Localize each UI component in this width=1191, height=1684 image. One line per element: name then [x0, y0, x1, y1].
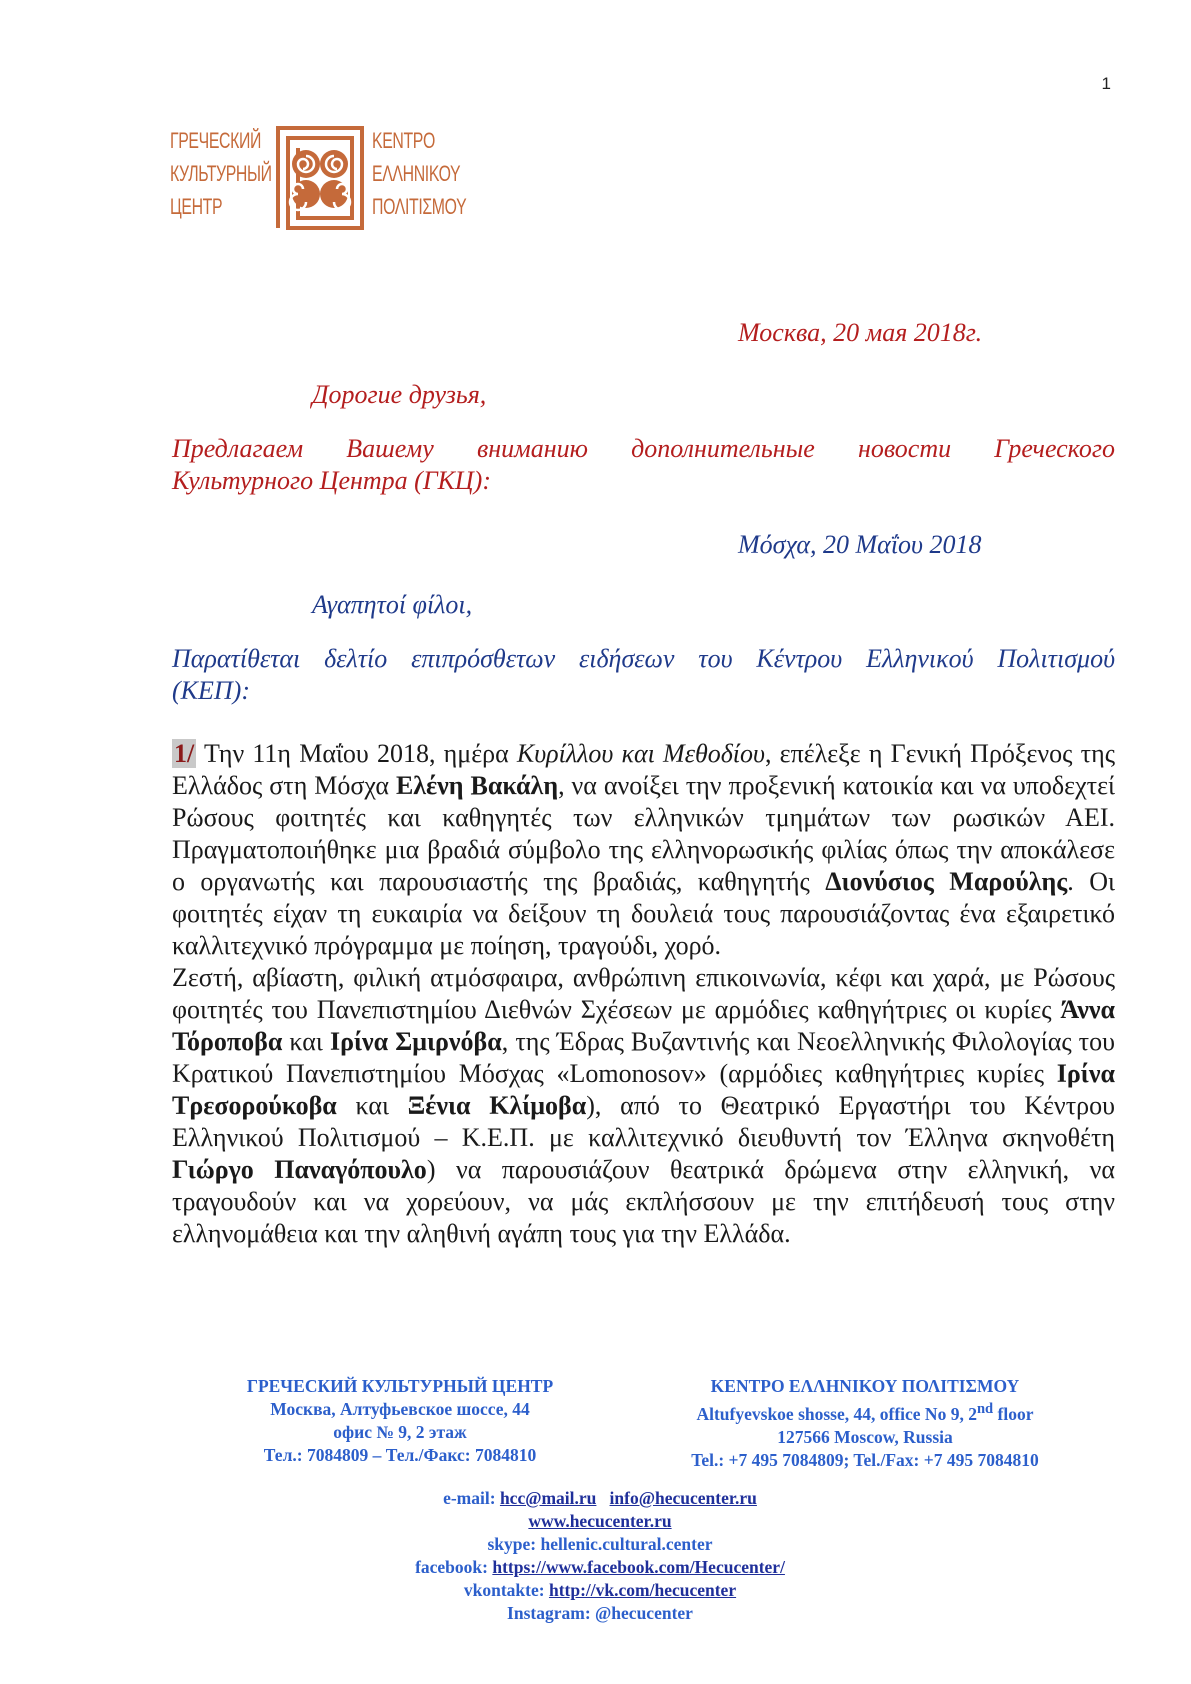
- text-run: , της Έδρας Βυζαντινής και Νεοελληνικής Φιλολογίας του Κρατικού Πανεπιστημίου Μόσχας «Lomonosov» (αρμόδιες καθηγήτριες κυρίες: [172, 1027, 1115, 1088]
- logo-ru-line: ЦЕНТР: [170, 194, 223, 219]
- footer-address-line: офис № 9, 2 этаж: [333, 1422, 467, 1442]
- logo-gr-line: ΕΛΛΗΝΙΚΟΥ: [372, 161, 461, 186]
- facebook-label: facebook:: [415, 1557, 493, 1577]
- logo-gr-line: ΠΟΛΙΤΙΣΜΟΥ: [372, 194, 467, 219]
- footer-address-line: Москва, Алтуфьевское шоссе, 44: [270, 1399, 530, 1419]
- text-run: ) να παρουσιάζουν θεατρικά δρώμενα στην ελληνική, να τραγουδούν και να χορεύουν, να μάς εκπλήσσουν με την επιτήδευσή τους στην ελληνομάθεια και την αληθινή αγάπη τους για την Ελλάδα.: [172, 1155, 1115, 1248]
- person-name: Ιρίνα Τρεσορούκοβα: [172, 1059, 1115, 1120]
- feast-day: Κυρίλλου και Μεθοδίου: [516, 739, 765, 768]
- text-run: Ζεστή, αβίαστη, φιλική ατμόσφαιρα, ανθρώπινη επικοινωνία, κέφι και χαρά, με Ρώσους φοιτητές του Πανεπιστημίου Διεθνών Σχέσεων με αρμόδιες καθηγήτριες οι κυρίες: [172, 963, 1115, 1024]
- russian-greeting: Дорогие друзья,: [312, 380, 487, 409]
- website-link[interactable]: www.hecucenter.ru: [528, 1511, 672, 1531]
- superscript: nd: [976, 1401, 994, 1417]
- vkontakte-label: vkontakte:: [463, 1580, 549, 1600]
- item-number: 1/: [174, 739, 195, 768]
- russian-intro-line: Культурного Центра (ГКЦ):: [172, 466, 491, 495]
- footer-org-name: ΚΕΝΤΡΟ ΕΛΛΗΝΙΚΟΥ ΠΟΛΙΤΙΣΜΟΥ: [710, 1376, 1020, 1396]
- person-name: Ξένια Κλίμοβα: [407, 1091, 587, 1120]
- text-run: floor: [993, 1403, 1034, 1424]
- instagram-line: Instagram: @hecucenter: [507, 1603, 693, 1623]
- greek-intro-line: Παρατίθεται δελτίο επιπρόσθετων ειδήσεων του Κέντρου Ελληνικού Πολιτισμού: [172, 644, 1115, 673]
- footer-greek-address: [640, 1375, 1090, 1472]
- article-paragraph: [172, 738, 1115, 962]
- logo-ru-line: КУЛЬТУРНЫЙ: [170, 161, 272, 186]
- skype-line: skype: hellenic.cultural.center: [487, 1534, 713, 1554]
- footer-org-name: ГРЕЧЕСКИЙ КУЛЬТУРНЫЙ ЦЕНТР: [246, 1376, 554, 1396]
- greek-intro-line: (ΚΕΠ):: [172, 676, 250, 705]
- logo-russian-text: [170, 124, 272, 223]
- greek-date: Μόσχα, 20 Μαΐου 2018: [738, 530, 982, 559]
- text-run: , επέλεξε η Γενική Πρόξενος της Ελλάδος στη Μόσχα: [172, 739, 1116, 800]
- spiral-emblem-icon: [274, 124, 366, 232]
- person-name: Άννα Τόροποβα: [172, 995, 1115, 1056]
- director-name: Γιώργο Παναγόπουλο: [172, 1155, 427, 1184]
- website-line: [300, 1510, 900, 1533]
- consul-name: Ελένη Βακάλη: [395, 771, 559, 800]
- text-run: Την 11η Μαΐου 2018, ημέρα: [196, 739, 517, 768]
- text-run: , να ανοίξει την προξενική κατοικία και να υποδεχτεί Ρώσους φοιτητές και καθηγητές των ελληνικών τμημάτων των ρωσικών ΑΕΙ. Πραγματοποιήθηκε μια βραδιά σύμβολο της ελληνορωσικής φιλίας όπως την αποκάλεσε ο οργανωτής και παρουσιαστής της βραδιάς, καθηγητής: [172, 771, 1115, 896]
- logo-greek-text: [372, 124, 466, 223]
- footer-address-line: 127566 Moscow, Russia: [777, 1426, 953, 1447]
- email-label: e-mail:: [443, 1488, 500, 1508]
- email-line: [300, 1487, 900, 1510]
- vkontakte-link[interactable]: http://vk.com/hecucenter: [548, 1580, 737, 1600]
- footer-phones: Тел.: 7084809 – Тел./Факс: 7084810: [263, 1445, 537, 1465]
- person-name: Ιρίνα Σμιρνόβα: [329, 1027, 502, 1056]
- logo-gr-line: ΚΕΝΤΡΟ: [372, 128, 435, 153]
- text-run: και: [282, 1027, 330, 1056]
- text-run: ), από το Θεατρικό Εργαστήρι του Κέντρου Ελληνικού Πολιτισμού – Κ.Ε.Π. με καλλιτεχνικό διευθυντή τον Έλληνα σκηνοθέτη: [172, 1091, 1115, 1152]
- host-name: Διονύσιος Μαρούλης: [825, 867, 1068, 896]
- text-run: . Οι φοιτητές είχαν τη ευκαιρία να δείξουν τη δουλειά τους παρουσιάζοντας ένα εξαιρετικό καλλιτεχνικό πρόγραμμα με ποίηση, τραγούδι, χορό.: [172, 867, 1115, 960]
- logo-ru-line: ГРЕЧЕСКИЙ: [170, 128, 262, 153]
- russian-intro-line: Предлагаем Вашему вниманию дополнительные новости Греческого: [172, 434, 1115, 463]
- footer-russian-address: [210, 1375, 590, 1467]
- greek-greeting: Αγαπητοί φίλοι,: [312, 590, 473, 619]
- organization-logo: [170, 124, 466, 234]
- text-run: Altufyevskoe shosse, 44, office No 9, 2: [696, 1403, 977, 1424]
- email-link[interactable]: info@hecucenter.ru: [609, 1488, 757, 1508]
- page-number: 1: [1101, 74, 1111, 93]
- vkontakte-line: [300, 1579, 900, 1602]
- footer-phones: Tel.: +7 495 7084809; Tel./Fax: +7 495 7084810: [691, 1449, 1039, 1470]
- contact-block: [300, 1487, 900, 1625]
- article-paragraph: [172, 962, 1115, 1250]
- russian-date: Москва, 20 мая 2018г.: [738, 318, 983, 347]
- email-link[interactable]: hcc@mail.ru: [499, 1488, 597, 1508]
- facebook-line: [300, 1556, 900, 1579]
- text-run: και: [336, 1091, 408, 1120]
- article-body: [172, 738, 1115, 1250]
- facebook-link[interactable]: https://www.facebook.com/Hecucenter/: [492, 1557, 785, 1577]
- greek-intro: [172, 643, 1115, 707]
- footer-address-line: [640, 1398, 1090, 1426]
- russian-intro: [172, 433, 1115, 497]
